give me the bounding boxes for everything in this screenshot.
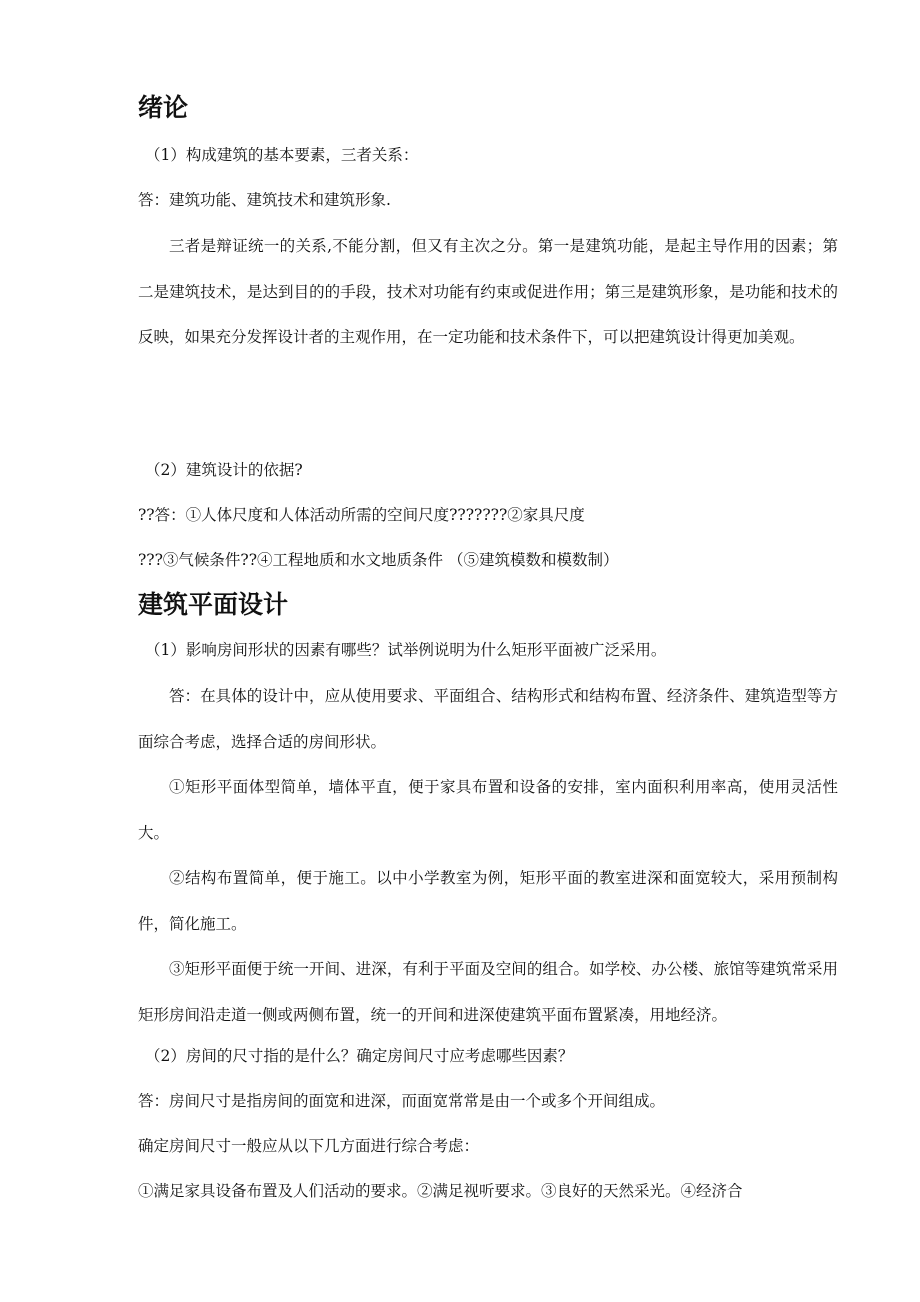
answer-1: 答：建筑功能、建筑技术和建筑形象.: [138, 191, 391, 209]
question-2: （2）建筑设计的依据?: [145, 461, 303, 479]
answer-4-intro: 确定房间尺寸一般应从以下几方面进行综合考虑：: [138, 1137, 480, 1155]
answer-3-point-3: ③矩形平面便于统一开间、进深，有利于平面及空间的组合。如学校、办公楼、旅馆等建筑常采用矩形房间沿走道一侧或两侧布置，统一的开间和进深使建筑平面布置紧凑，用地经济。: [138, 960, 838, 1024]
answer-3-point-1: ①矩形平面体型简单，墙体平直，便于家具布置和设备的安排，室内面积利用率高，使用灵活性大。: [138, 778, 838, 842]
question-1: （1）构成建筑的基本要素，三者关系：: [145, 146, 419, 164]
answer-2-line-2: ???③气候条件??④工程地质和水文地质条件 （⑤建筑模数和模数制）: [138, 551, 619, 569]
answer-4-points: ①满足家具设备布置及人们活动的要求。②满足视听要求。③良好的天然采光。④经济合: [138, 1182, 743, 1200]
answer-3-point-2: ②结构布置简单，便于施工。以中小学教室为例，矩形平面的教室进深和面宽较大，采用预制构件，简化施工。: [138, 869, 838, 933]
section-heading-introduction: 绪论: [138, 93, 189, 122]
answer-1-detail: 三者是辩证统一的关系,不能分割，但又有主次之分。第一是建筑功能，是起主导作用的因素；第二是建筑技术，是达到目的的手段，技术对功能有约束或促进作用；第三是建筑形象，是功能和技术的反映，如果充分发挥设计者的主观作用，在一定功能和技术条件下，可以把建筑设计得更加美观。: [138, 237, 838, 347]
answer-3: 答：在具体的设计中，应从使用要求、平面组合、结构形式和结构布置、经济条件、建筑造型等方面综合考虑，选择合适的房间形状。: [138, 687, 838, 751]
answer-2-line-1: ??答：①人体尺度和人体活动所需的空间尺度???????②家具尺度: [138, 506, 585, 524]
question-4: （2）房间的尺寸指的是什么？确定房间尺寸应考虑哪些因素？: [145, 1047, 574, 1065]
section-heading-floor-plan: 建筑平面设计: [138, 590, 289, 619]
answer-4: 答：房间尺寸是指房间的面宽和进深，而面宽常常是由一个或多个开间组成。: [138, 1092, 666, 1110]
question-3: （1）影响房间形状的因素有哪些？试举例说明为什么矩形平面被广泛采用。: [145, 641, 667, 659]
